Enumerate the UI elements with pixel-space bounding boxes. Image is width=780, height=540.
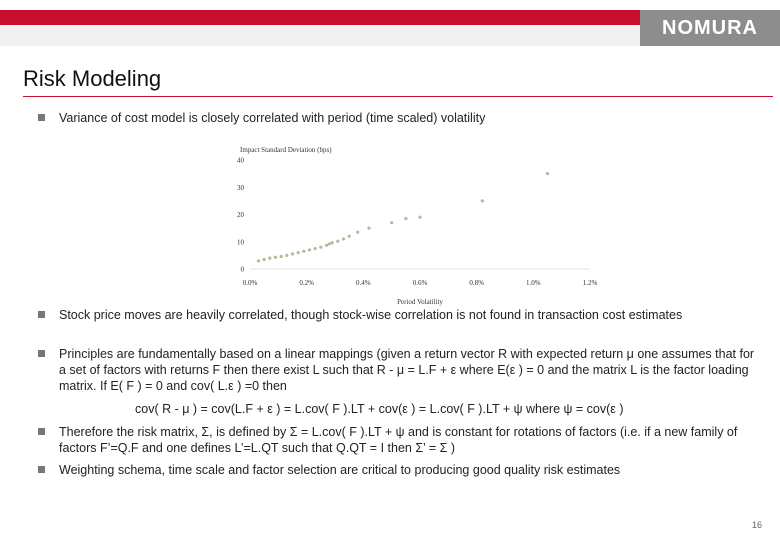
logo-text: NOMURA <box>662 16 758 39</box>
chart-title: Impact Standard Deviation (bps) <box>240 146 332 154</box>
x-tick-label: 0.4% <box>356 279 371 287</box>
data-point <box>342 237 345 240</box>
data-point <box>291 252 294 255</box>
header-strip <box>0 25 640 46</box>
volatility-chart <box>230 140 610 310</box>
data-point <box>404 217 407 220</box>
bullet-risk-matrix <box>38 424 758 456</box>
brand-red-bar <box>0 10 640 25</box>
bullet-text: Stock price moves are heavily correlated, though stock-wise correlation is not found in transaction cost estimates <box>59 308 683 322</box>
data-point <box>280 255 283 258</box>
data-point <box>356 231 359 234</box>
data-point <box>328 242 331 245</box>
bullet-weighting <box>38 462 758 478</box>
data-point <box>285 254 288 257</box>
bullet-text: Therefore the risk matrix, Σ, is defined by Σ = L.cov( F ).LT + ψ and is constant for rotations of factors (i.e. if a new family of factors F’=Q.F and one defines L’=L.QT such that Q.QT = I then Σ’ = Σ ) <box>59 425 738 455</box>
data-point <box>302 250 305 253</box>
data-point <box>274 256 277 259</box>
x-tick-label: 0.2% <box>299 279 314 287</box>
y-axis-ticks <box>237 157 245 274</box>
title-divider <box>23 96 773 97</box>
data-point <box>257 259 260 262</box>
x-tick-label: 0.6% <box>412 279 428 287</box>
data-point <box>481 199 484 202</box>
bullet-variance <box>38 110 758 126</box>
bullet-square-icon <box>38 350 45 357</box>
data-point <box>390 221 393 224</box>
y-tick-label: 30 <box>237 183 244 192</box>
data-point <box>308 248 311 251</box>
bullet-text: Principles are fundamentally based on a linear mappings (given a return vector R with expected return μ one assumes that for a set of factors with returns F then there exist L such that R - μ = L.F + ε where E(ε ) = 0 and the matrix L is the factor loading matrix. If E( F ) = 0 and cov( L.ε ) =0 then <box>59 347 755 393</box>
bullet-square-icon <box>38 466 45 473</box>
x-axis-ticks <box>243 279 598 287</box>
bullet-principles <box>38 346 758 394</box>
y-tick-label: 40 <box>237 156 244 165</box>
data-point <box>268 257 271 260</box>
y-tick-label: 20 <box>237 211 244 219</box>
data-point <box>546 172 549 175</box>
data-points <box>257 172 549 262</box>
bullet-text: Variance of cost model is closely correlated with period (time scaled) volatility <box>59 111 486 125</box>
top-banner <box>0 10 780 46</box>
page-number: 16 <box>751 520 762 530</box>
data-point <box>297 251 300 254</box>
data-point <box>331 241 334 244</box>
data-point <box>325 244 328 247</box>
page-title: Risk Modeling <box>23 66 162 91</box>
x-tick-label: 1.0% <box>526 279 541 287</box>
covariance-formula: cov( R - μ ) = cov(L.F + ε ) = L.cov( F ).LT + cov(ε ) = L.cov( F ).LT + ψ where ψ = cov(ε ) <box>135 402 624 416</box>
data-point <box>314 247 317 250</box>
data-point <box>418 216 421 219</box>
bullet-square-icon <box>38 114 45 121</box>
bullet-text: Weighting schema, time scale and factor selection are critical to producing good quality risk estimates <box>59 463 621 477</box>
x-axis-label: Period Volatility <box>397 298 443 306</box>
x-tick-label: 0.8% <box>469 279 484 287</box>
y-tick-label: 10 <box>237 238 244 247</box>
y-tick-label: 0 <box>240 265 244 274</box>
data-point <box>263 258 266 261</box>
x-tick-label: 0.0% <box>242 279 258 287</box>
data-point <box>367 227 370 230</box>
nomura-logo <box>640 10 780 46</box>
bullet-square-icon <box>38 428 45 435</box>
data-point <box>348 235 351 238</box>
data-point <box>336 240 339 243</box>
bullet-square-icon <box>38 311 45 318</box>
x-tick-label: 1.2% <box>582 279 598 287</box>
data-point <box>319 246 322 249</box>
bullet-correlation <box>38 307 758 323</box>
